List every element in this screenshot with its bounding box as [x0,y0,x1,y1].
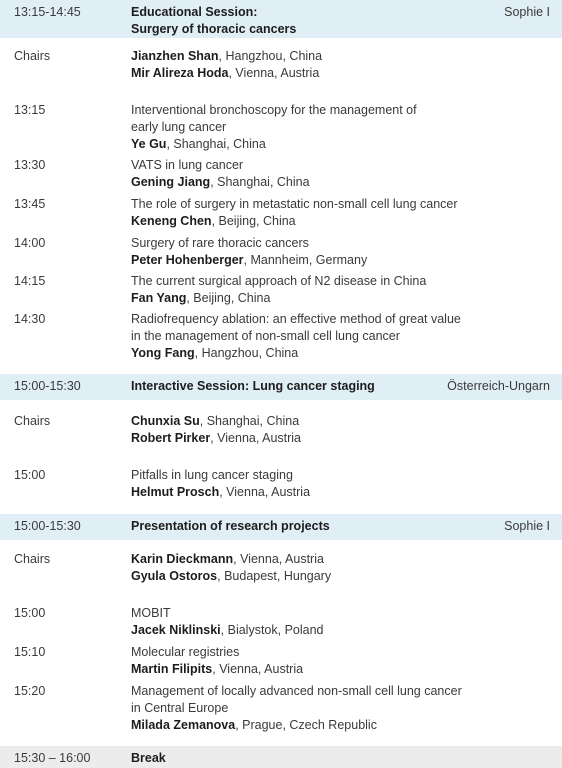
person-place: , Prague, Czech Republic [235,718,377,732]
talk-content [131,311,461,362]
chairs-label: Chairs [14,552,51,566]
person-name: Gyula Ostoros [131,569,218,583]
session-room: Sophie I [504,5,550,19]
speaker [131,622,324,639]
break-bar [0,746,562,768]
talk-time: 13:15 [14,103,46,117]
speaker [131,717,462,734]
talk-title: Pitfalls in lung cancer staging [131,468,293,482]
talk-title: early lung cancer [131,120,227,134]
person-name: Peter Hohenberger [131,253,244,267]
person-place: , Shanghai, China [199,414,300,428]
session-header [0,514,562,540]
speaker [131,213,458,230]
person-name: Karin Dieckmann [131,552,234,566]
talk-time: 14:15 [14,274,46,288]
speaker [131,252,367,269]
talk-content [131,235,367,269]
speaker [131,484,310,501]
talk-time: 15:00 [14,468,46,482]
talk-time: 15:10 [14,645,46,659]
session-time: 13:15-14:45 [14,5,81,19]
talk-title: in Central Europe [131,701,229,715]
talk-title: The current surgical approach of N2 disease in China [131,274,427,288]
chairs-list [131,551,331,585]
session-time: 15:00-15:30 [14,379,81,393]
chair-person [131,413,301,430]
person-name: Mir Alireza Hoda [131,66,229,80]
person-name: Ye Gu [131,137,167,151]
chair-person [131,430,301,447]
chair-person [131,568,331,585]
speaker [131,345,461,362]
talk-content [131,273,426,307]
session-title-line: Educational Session: [131,5,258,19]
person-name: Gening Jiang [131,175,211,189]
person-place: , Vienna, Austria [219,485,311,499]
person-place: , Shanghai, China [210,175,310,189]
speaker [131,290,426,307]
talk-title: The role of surgery in metastatic non-small cell lung cancer [131,197,458,211]
talk-title: Management of locally advanced non-small cell lung cancer [131,684,462,698]
speaker [131,136,417,153]
person-name: Robert Pirker [131,431,211,445]
talk-time: 14:30 [14,312,46,326]
person-name: Fan Yang [131,291,187,305]
session-title: Interactive Session: Lung cancer staging [131,379,375,393]
person-place: , Vienna, Austria [228,66,320,80]
session-title [131,4,296,38]
person-name: Yong Fang [131,346,195,360]
talk-time: 13:45 [14,197,46,211]
session-room: Österreich-Ungarn [447,379,550,393]
talk-time: 13:30 [14,158,46,172]
session-room: Sophie I [504,519,550,533]
break-title: Break [131,751,166,765]
talk-title: in the management of non-small cell lung cancer [131,329,400,343]
session-title: Presentation of research projects [131,519,330,533]
speaker [131,661,303,678]
talk-title: Surgery of rare thoracic cancers [131,236,309,250]
session-header [0,0,562,38]
talk-time: 15:20 [14,684,46,698]
person-place: , Bialystok, Poland [220,623,324,637]
chairs-label: Chairs [14,414,51,428]
person-name: Milada Zemanova [131,718,236,732]
break-time: 15:30 – 16:00 [14,751,91,765]
person-name: Jianzhen Shan [131,49,219,63]
person-place: , Hangzhou, China [194,346,299,360]
person-place: , Vienna, Austria [233,552,324,566]
talk-time: 15:00 [14,606,46,620]
talk-title: Molecular registries [131,645,240,659]
person-place: , Hangzhou, China [218,49,323,63]
person-place: , Beijing, China [186,291,271,305]
talk-content [131,605,324,639]
talk-title: MOBIT [131,606,171,620]
person-name: Chunxia Su [131,414,200,428]
talk-time: 14:00 [14,236,46,250]
talk-title: Interventional bronchoscopy for the management of [131,103,417,117]
speaker [131,174,310,191]
person-name: Keneng Chen [131,214,212,228]
chair-person [131,65,322,82]
chairs-label: Chairs [14,49,51,63]
chairs-list [131,48,322,82]
person-place: , Beijing, China [211,214,296,228]
person-place: , Mannheim, Germany [243,253,368,267]
talk-content [131,196,458,230]
person-place: , Shanghai, China [166,137,266,151]
session-title-line: Surgery of thoracic cancers [131,22,297,36]
person-name: Helmut Prosch [131,485,220,499]
session-header [0,374,562,400]
person-place: , Budapest, Hungary [217,569,332,583]
talk-content [131,467,310,501]
session-time: 15:00-15:30 [14,519,81,533]
person-name: Jacek Niklinski [131,623,221,637]
person-place: , Vienna, Austria [210,431,302,445]
person-name: Martin Filipits [131,662,213,676]
chair-person [131,48,322,65]
talk-content [131,683,462,734]
person-place: , Vienna, Austria [212,662,304,676]
talk-title: VATS in lung cancer [131,158,244,172]
talk-content [131,644,303,678]
chair-person [131,551,331,568]
chairs-list [131,413,301,447]
talk-content [131,157,310,191]
talk-content [131,102,417,153]
talk-title: Radiofrequency ablation: an effective method of great value [131,312,461,326]
